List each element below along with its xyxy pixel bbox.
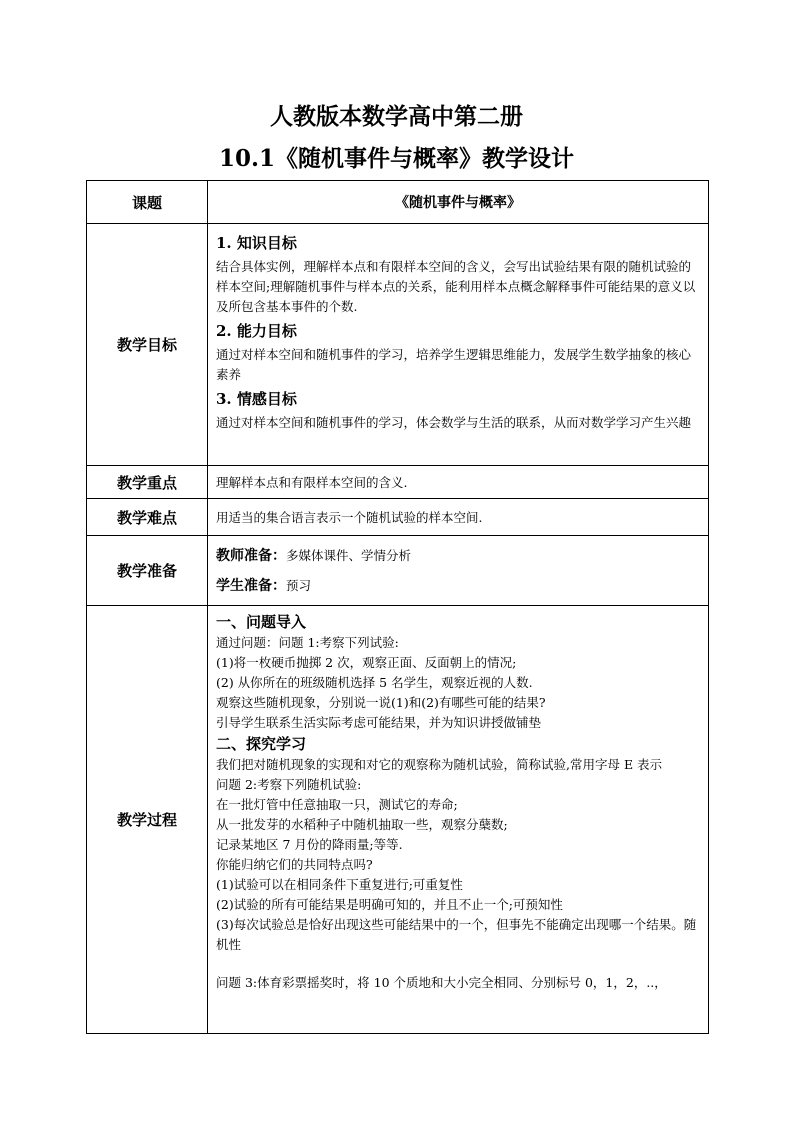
teacher-prep-label: 教师准备： (216, 548, 286, 564)
process-line: 通过问题：问题 1:考察下列试验: (216, 635, 399, 650)
teacher-prep-value: 多媒体课件、学情分析 (286, 548, 412, 563)
section-heading: 二、探究学习 (216, 735, 307, 753)
process-line: 观察这些随机现象，分别说一说(1)和(2)有哪些可能的结果? (216, 695, 546, 710)
process-line: (1)试验可以在相同条件下重复进行;可重复性 (216, 877, 463, 892)
document-title: 人教版本数学高中第二册 (270, 103, 523, 130)
table-row (87, 466, 709, 499)
difficulties-label: 教学难点 (87, 499, 208, 536)
process-line: 记录某地区 7 月份的降雨量;等等. (216, 837, 403, 852)
key-points-value: 理解样本点和有限样本空间的含义. (208, 466, 709, 499)
objectives-content (208, 224, 709, 466)
process-line: 在一批灯管中任意抽取一只，测试它的寿命; (216, 797, 458, 812)
process-line: (1)将一枚硬币抛掷 2 次，观察正面、反面朝上的情况; (216, 655, 517, 670)
table-row (87, 536, 709, 606)
objectives-label: 教学目标 (87, 224, 208, 466)
preparation-content (208, 536, 709, 606)
process-label: 教学过程 (87, 606, 208, 1034)
objective-text: 通过对样本空间和随机事件的学习，体会数学与生活的联系，从而对数学学习产生兴趣 (216, 415, 692, 430)
process-line: 引导学生联系生活实际考虑可能结果，并为知识讲授做铺垫 (216, 715, 542, 730)
topic-value: 《随机事件与概率》 (208, 181, 709, 224)
process-line: 问题 2:考察下列随机试验: (216, 777, 362, 792)
process-line: 我们把对随机现象的实现和对它的观察称为随机试验，简称试验,常用字母 E 表示 (216, 757, 663, 772)
process-line: 你能归纳它们的共同特点吗? (216, 857, 373, 872)
table-row (87, 499, 709, 536)
document-subtitle: 10.1《随机事件与概率》教学设计 (218, 145, 575, 172)
student-prep (216, 571, 700, 601)
lesson-plan-table (86, 180, 709, 1034)
section-heading: 一、问题导入 (216, 613, 307, 631)
preparation-label: 教学准备 (87, 536, 208, 606)
student-prep-label: 学生准备： (216, 578, 286, 594)
teacher-prep (216, 541, 700, 571)
topic-label: 课题 (87, 181, 208, 224)
table-row (87, 181, 709, 224)
table-row (87, 606, 709, 1034)
process-line: (3)每次试验总是恰好出现这些可能结果中的一个，但事先不能确定出现哪一个结果。随机性 (216, 917, 697, 952)
student-prep-value: 预习 (286, 578, 312, 593)
spacer (216, 955, 700, 973)
process-content (208, 606, 709, 1034)
process-line: (2)试验的所有可能结果是明确可知的，并且不止一个;可预知性 (216, 897, 563, 912)
objective-heading: 3. 情感目标 (216, 390, 297, 408)
process-line: 从一批发芽的水稻种子中随机抽取一些，观察分蘖数; (216, 817, 508, 832)
process-line: 问题 3:体育彩票摇奖时，将 10 个质地和大小完全相同、分别标号 0，1，2，..， (216, 975, 667, 990)
objective-heading: 1. 知识目标 (216, 234, 297, 252)
difficulties-value: 用适当的集合语言表示一个随机试验的样本空间. (208, 499, 709, 536)
objective-text: 结合具体实例，理解样本点和有限样本空间的含义，会写出试验结果有限的随机试验的样本空间;理解随机事件与样本点的关系，能利用样本点概念解释事件可能结果的意义以及所包含基本事件的个数. (216, 259, 696, 314)
process-line: (2) 从你所在的班级随机选择 5 名学生，观察近视的人数. (216, 675, 533, 690)
key-points-label: 教学重点 (87, 466, 208, 499)
table-row (87, 224, 709, 466)
objective-heading: 2. 能力目标 (216, 322, 297, 340)
objective-text: 通过对样本空间和随机事件的学习，培养学生逻辑思维能力，发展学生数学抽象的核心素养 (216, 347, 692, 382)
